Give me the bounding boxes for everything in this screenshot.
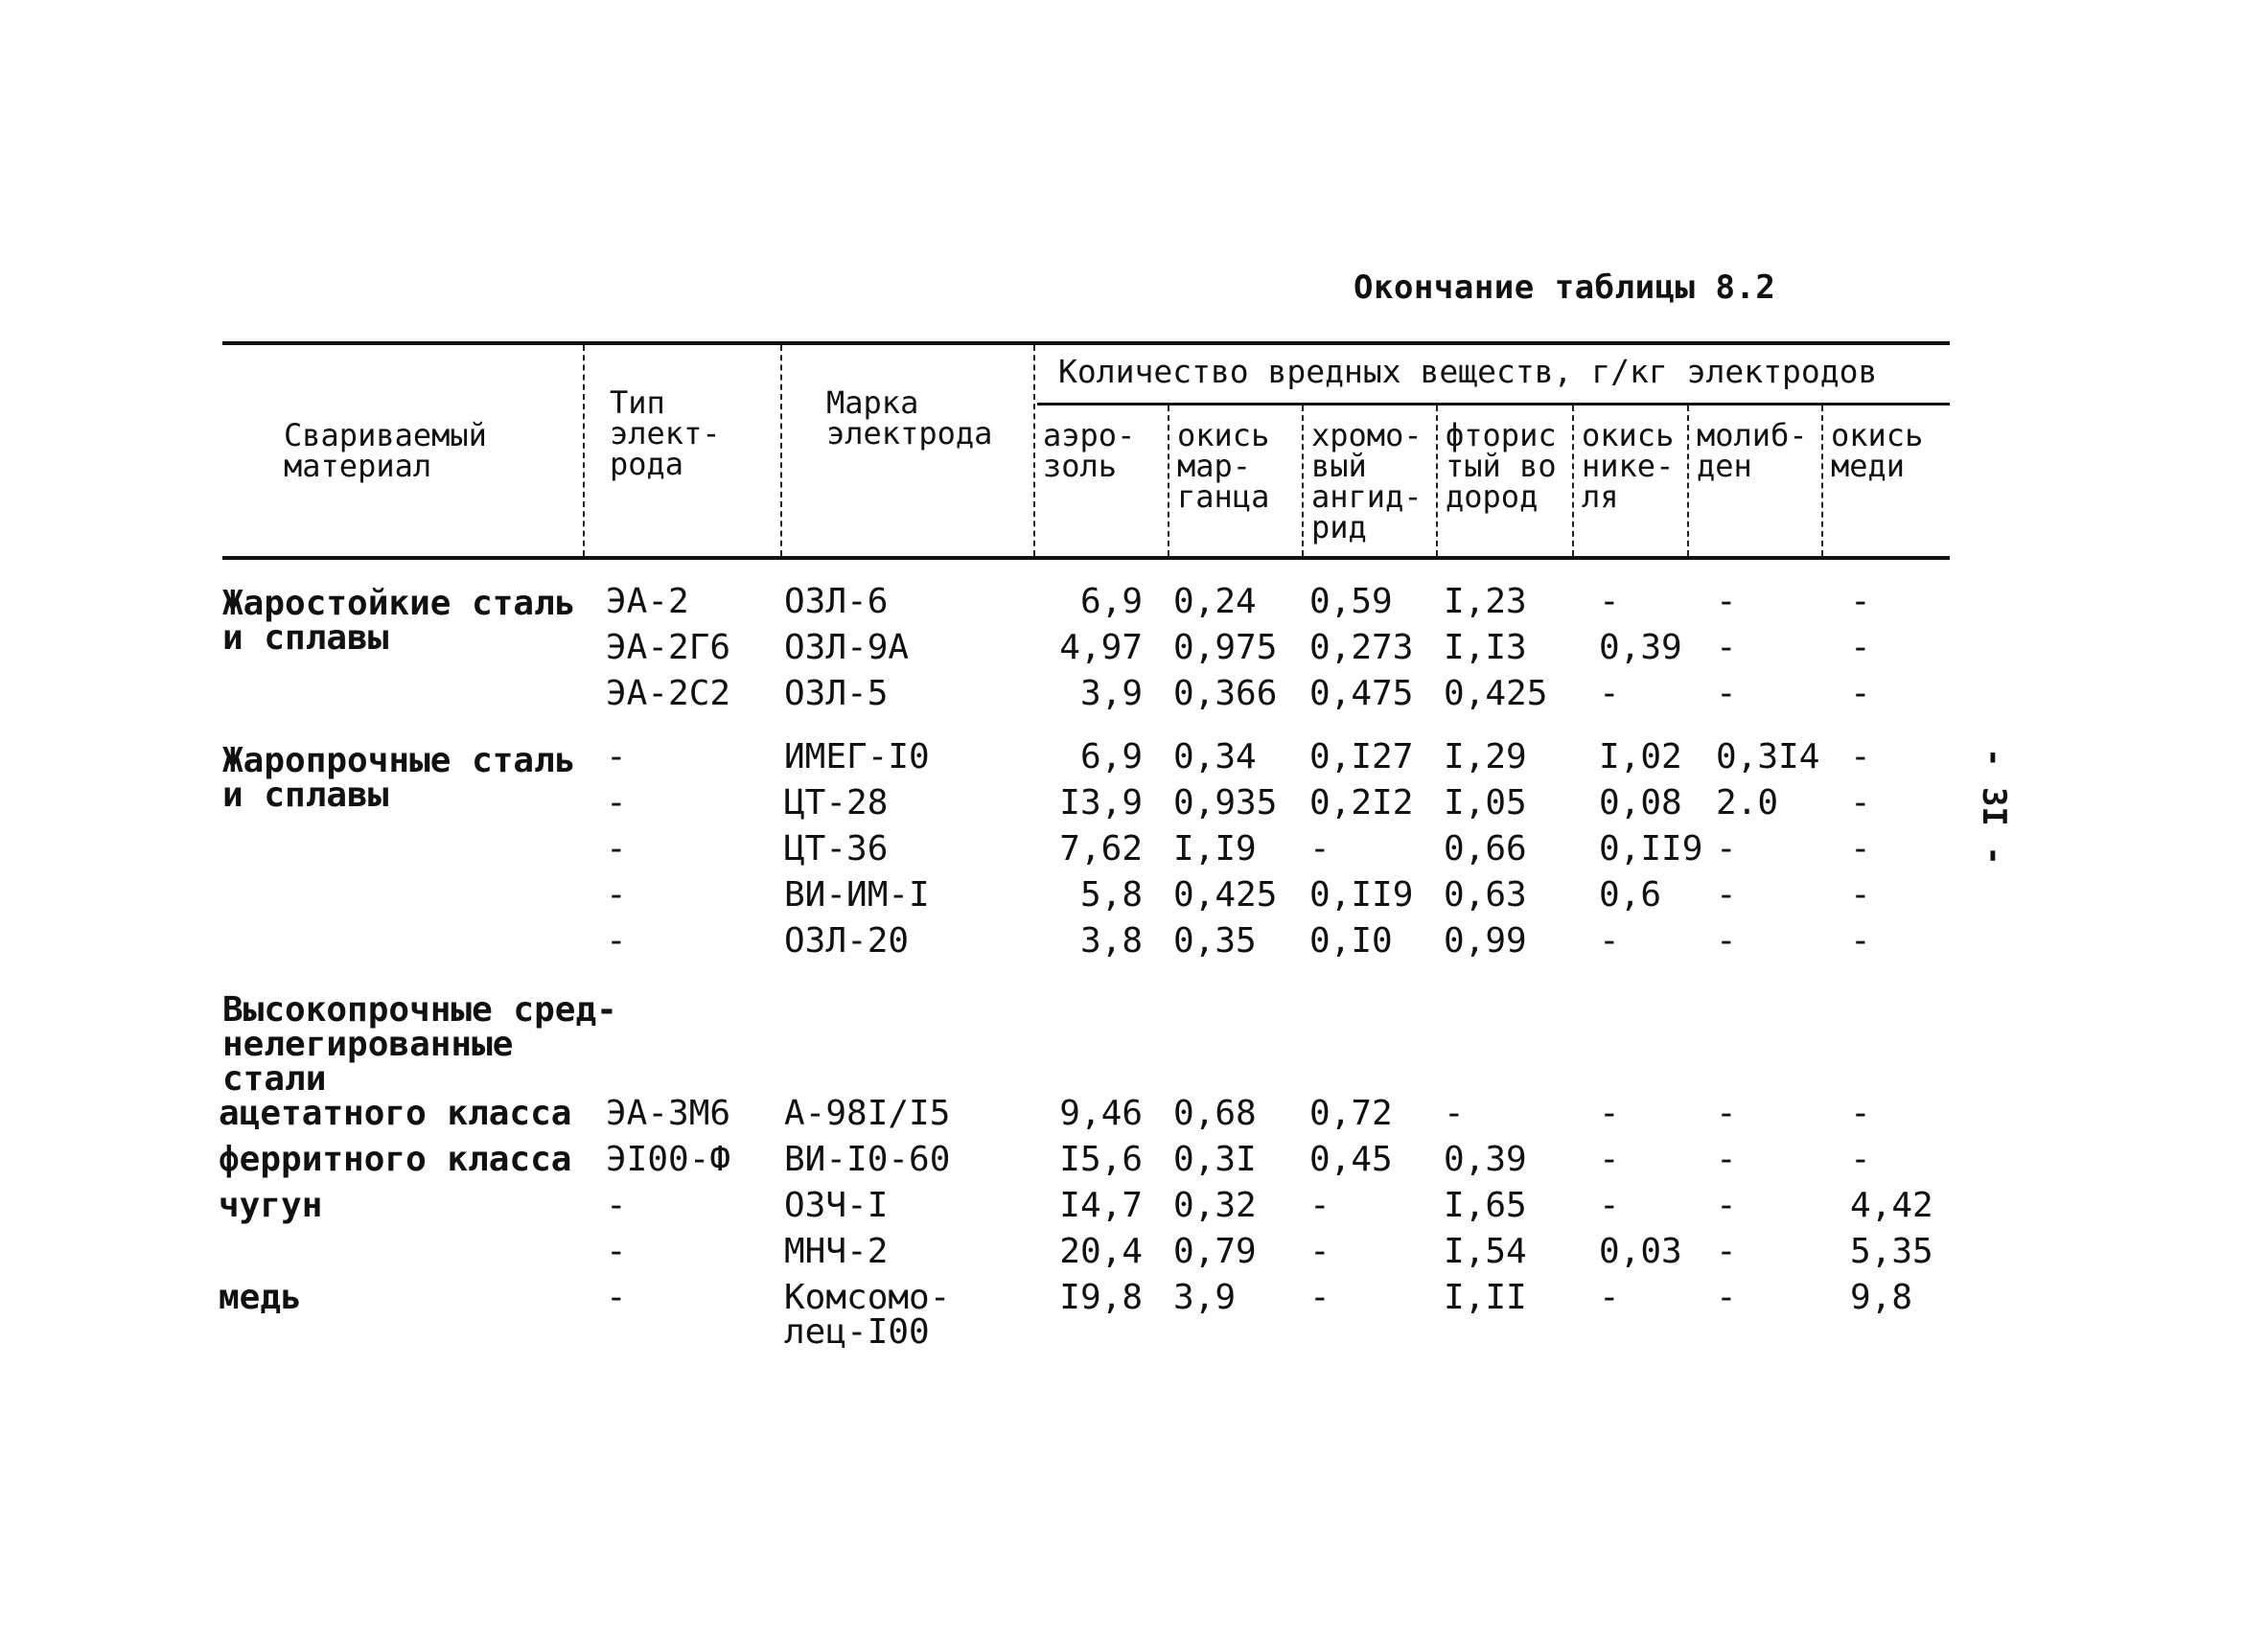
cell-cr: 0,I27 xyxy=(1309,737,1414,776)
cell-material: ферритного класса xyxy=(219,1140,572,1179)
cell-aerosol: 3,9 xyxy=(1079,674,1143,713)
cell-mo: - xyxy=(1716,1232,1737,1271)
cell-cu: - xyxy=(1850,582,1871,621)
header-copper-oxide: окись меди xyxy=(1831,417,1924,484)
cell-mo: 0,3I4 xyxy=(1716,737,1820,776)
cell-mo: - xyxy=(1716,628,1737,667)
cell-ni: 0,6 xyxy=(1599,875,1662,915)
cell-cr: 0,II9 xyxy=(1309,875,1414,915)
cell-hf: 0,66 xyxy=(1444,829,1527,869)
cell-material: ацетатного класса xyxy=(219,1094,572,1133)
header-aerosol: аэро- золь xyxy=(1043,417,1136,484)
cell-mo: - xyxy=(1716,674,1737,713)
cell-mo: - xyxy=(1716,1278,1737,1317)
cell-mo: - xyxy=(1716,921,1737,961)
cell-hf: I,I3 xyxy=(1444,628,1527,667)
column-separator xyxy=(583,345,585,556)
cell-cu: - xyxy=(1850,628,1871,667)
cell-mn: 0,24 xyxy=(1173,582,1257,621)
cell-hf: I,23 xyxy=(1444,582,1527,621)
header-molybdenum: молиб- ден xyxy=(1697,417,1808,484)
cell-ni: - xyxy=(1599,582,1620,621)
cell-type: - xyxy=(606,829,627,869)
header-hydrogen-fluoride: фторис тый во дород xyxy=(1446,417,1557,515)
cell-ni: I,02 xyxy=(1599,737,1682,776)
cell-aerosol: I3,9 xyxy=(1059,783,1143,822)
cell-mo: - xyxy=(1716,1094,1737,1133)
cell-aerosol: I4,7 xyxy=(1059,1186,1143,1225)
header-electrode-brand: Марка электрода xyxy=(826,384,993,452)
cell-cu: - xyxy=(1850,737,1871,776)
cell-brand: ЦТ-28 xyxy=(784,783,889,822)
group-material: Высокопрочные сред- нелегированные стали xyxy=(222,990,617,1099)
header-harmful-substances: Количество вредных веществ, г/кг электродов xyxy=(1058,353,1878,390)
cell-ni: - xyxy=(1599,921,1620,961)
cell-ni: - xyxy=(1599,1140,1620,1179)
cell-ni: - xyxy=(1599,1186,1620,1225)
cell-mn: 0,32 xyxy=(1173,1186,1257,1225)
cell-hf: 0,39 xyxy=(1444,1140,1527,1179)
cell-brand: МНЧ-2 xyxy=(784,1232,889,1271)
cell-mn: 0,35 xyxy=(1173,921,1257,961)
cell-mn: 3,9 xyxy=(1173,1278,1237,1317)
header-material: Свариваемый материал xyxy=(284,417,487,484)
cell-brand: Комсомо- лец-I00 xyxy=(784,1278,951,1352)
cell-ni: 0,II9 xyxy=(1599,829,1703,869)
column-separator xyxy=(1436,405,1438,556)
header-manganese-oxide: окись мар- ганца xyxy=(1177,417,1270,515)
cell-hf: 0,99 xyxy=(1444,921,1527,961)
column-separator xyxy=(1033,345,1035,556)
cell-cr: 0,59 xyxy=(1309,582,1393,621)
cell-type: ЭА-3М6 xyxy=(606,1094,731,1133)
group-header-rule xyxy=(1037,403,1950,405)
cell-type: ЭА-2 xyxy=(606,582,689,621)
cell-material: медь xyxy=(219,1278,302,1317)
table-caption: Окончание таблицы 8.2 xyxy=(1354,268,1776,307)
cell-cr: 0,72 xyxy=(1309,1094,1393,1133)
group-material: Жаростойкие сталь и сплавы xyxy=(222,584,576,658)
cell-cu: - xyxy=(1850,829,1871,869)
cell-mn: 0,366 xyxy=(1173,674,1278,713)
group-material: Жаропрочные сталь и сплавы xyxy=(222,741,576,815)
cell-type: - xyxy=(606,1232,627,1271)
header-bottom-rule xyxy=(222,556,1950,560)
cell-mo: - xyxy=(1716,875,1737,915)
cell-brand: ВИ-I0-60 xyxy=(784,1140,951,1179)
column-separator xyxy=(1168,405,1169,556)
cell-mo: - xyxy=(1716,582,1737,621)
header-electrode-type: Тип элект- рода xyxy=(610,384,721,482)
cell-cu: 4,42 xyxy=(1850,1186,1933,1225)
cell-type: ЭА-2С2 xyxy=(606,674,731,713)
cell-hf: I,29 xyxy=(1444,737,1527,776)
cell-cr: - xyxy=(1309,1186,1331,1225)
cell-type: - xyxy=(606,875,627,915)
cell-mo: - xyxy=(1716,1140,1737,1179)
cell-cr: 0,45 xyxy=(1309,1140,1393,1179)
cell-ni: - xyxy=(1599,674,1620,713)
cell-mo: 2.0 xyxy=(1716,783,1779,822)
cell-ni: 0,03 xyxy=(1599,1232,1682,1271)
column-separator xyxy=(780,345,782,556)
cell-mo: - xyxy=(1716,1186,1737,1225)
cell-type: - xyxy=(606,1186,627,1225)
cell-type: - xyxy=(606,1278,627,1317)
cell-cu: - xyxy=(1850,875,1871,915)
column-separator xyxy=(1572,405,1574,556)
cell-cu: 9,8 xyxy=(1850,1278,1913,1317)
cell-hf: I,05 xyxy=(1444,783,1527,822)
cell-cu: - xyxy=(1850,674,1871,713)
cell-cu: - xyxy=(1850,783,1871,822)
cell-mn: 0,34 xyxy=(1173,737,1257,776)
cell-aerosol: 5,8 xyxy=(1079,875,1143,915)
cell-type: - xyxy=(606,783,627,822)
cell-cr: 0,2I2 xyxy=(1309,783,1414,822)
column-separator xyxy=(1302,405,1304,556)
cell-cu: - xyxy=(1850,921,1871,961)
cell-aerosol: 20,4 xyxy=(1059,1232,1143,1271)
cell-ni: - xyxy=(1599,1278,1620,1317)
page-number: - 3I - xyxy=(1975,748,2013,866)
cell-mn: I,I9 xyxy=(1173,829,1257,869)
cell-ni: 0,39 xyxy=(1599,628,1682,667)
cell-mn: 0,79 xyxy=(1173,1232,1257,1271)
cell-cr: 0,273 xyxy=(1309,628,1414,667)
cell-material: чугун xyxy=(219,1186,323,1225)
cell-hf: I,54 xyxy=(1444,1232,1527,1271)
cell-cr: - xyxy=(1309,829,1331,869)
cell-brand: ОЗЛ-9А xyxy=(784,628,910,667)
cell-mn: 0,3I xyxy=(1173,1140,1257,1179)
cell-cu: - xyxy=(1850,1140,1871,1179)
cell-brand: ОЗЧ-I xyxy=(784,1186,889,1225)
cell-cu: - xyxy=(1850,1094,1871,1133)
cell-aerosol: 6,9 xyxy=(1079,582,1143,621)
cell-aerosol: 6,9 xyxy=(1079,737,1143,776)
cell-mn: 0,425 xyxy=(1173,875,1278,915)
cell-aerosol: 3,8 xyxy=(1079,921,1143,961)
cell-aerosol: 4,97 xyxy=(1059,628,1143,667)
cell-cr: 0,I0 xyxy=(1309,921,1393,961)
cell-brand: ЦТ-36 xyxy=(784,829,889,869)
cell-cr: 0,475 xyxy=(1309,674,1414,713)
table-top-rule xyxy=(222,341,1950,345)
cell-mn: 0,975 xyxy=(1173,628,1278,667)
cell-hf: 0,425 xyxy=(1444,674,1548,713)
cell-cu: 5,35 xyxy=(1850,1232,1933,1271)
cell-ni: 0,08 xyxy=(1599,783,1682,822)
cell-mn: 0,68 xyxy=(1173,1094,1257,1133)
cell-aerosol: I9,8 xyxy=(1059,1278,1143,1317)
header-nickel-oxide: окись нике- ля xyxy=(1582,417,1675,515)
cell-cr: - xyxy=(1309,1278,1331,1317)
column-separator xyxy=(1821,405,1823,556)
cell-type: - xyxy=(606,737,627,776)
cell-brand: ОЗЛ-6 xyxy=(784,582,889,621)
cell-brand: ВИ-ИМ-I xyxy=(784,875,930,915)
cell-brand: ОЗЛ-20 xyxy=(784,921,910,961)
header-chromic-anhydride: хромо- вый ангид- рид xyxy=(1311,417,1423,545)
cell-hf: I,II xyxy=(1444,1278,1527,1317)
cell-type: ЭI00-Ф xyxy=(606,1140,731,1179)
cell-cr: - xyxy=(1309,1232,1331,1271)
cell-hf: - xyxy=(1444,1094,1465,1133)
cell-mn: 0,935 xyxy=(1173,783,1278,822)
cell-type: - xyxy=(606,921,627,961)
cell-aerosol: I5,6 xyxy=(1059,1140,1143,1179)
cell-brand: А-98I/I5 xyxy=(784,1094,951,1133)
column-separator xyxy=(1687,405,1689,556)
cell-mo: - xyxy=(1716,829,1737,869)
cell-ni: - xyxy=(1599,1094,1620,1133)
cell-aerosol: 7,62 xyxy=(1059,829,1143,869)
cell-brand: ОЗЛ-5 xyxy=(784,674,889,713)
cell-brand: ИМЕГ-I0 xyxy=(784,737,930,776)
cell-hf: 0,63 xyxy=(1444,875,1527,915)
cell-hf: I,65 xyxy=(1444,1186,1527,1225)
cell-type: ЭА-2Г6 xyxy=(606,628,731,667)
cell-aerosol: 9,46 xyxy=(1059,1094,1143,1133)
